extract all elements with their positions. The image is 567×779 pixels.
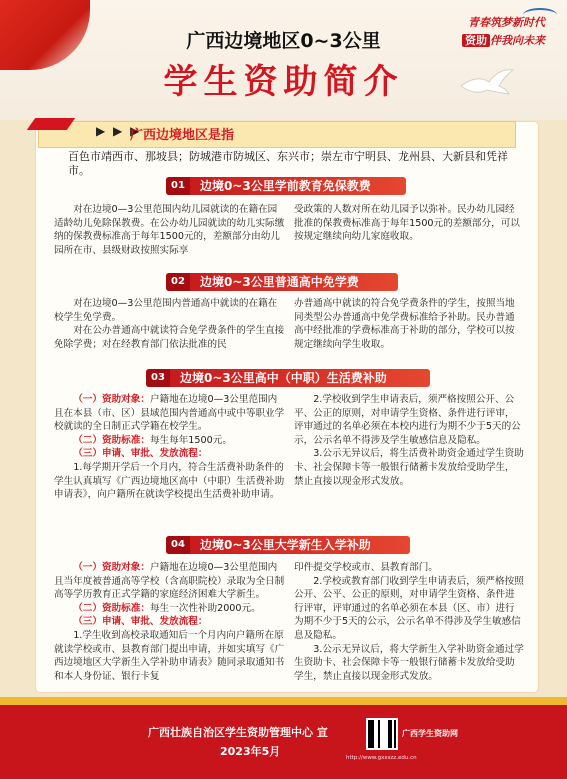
section-number: 01 <box>166 177 190 195</box>
qr-label: 广西学生资助网 <box>402 729 458 738</box>
section-header-02 <box>166 273 398 291</box>
qr-code-icon[interactable] <box>366 718 398 750</box>
section-number: 02 <box>166 273 190 291</box>
section-header-01 <box>166 177 406 195</box>
section-04-right <box>294 561 524 683</box>
section-02-left-p2: 对在公办普通高中就读符合免学费条件的学生直接免除学费；对在经教育部门依法批准的民 <box>54 325 285 350</box>
section-header-03 <box>146 369 430 387</box>
section-03-item4: 1.每学期开学后一个月内，符合生活费补助条件的学生认真填写《广西边境地区高中（中职）生活费补助申请表》，向户籍所在就读学校提出生活费补助申请。 <box>54 461 285 501</box>
section-title: 边境0~3公里学前教育免保教费 <box>200 179 371 193</box>
section-03-right-p2: 3.公示无异议后，将生活费补助资金通过学生资助卡、社会保障卡等一般银行储蓄卡发放给受助学生，禁止直接以现金形式发放。 <box>294 448 524 487</box>
section-number: 03 <box>146 369 170 387</box>
intro-arrows-icon: ▶ ▶ ▶ <box>96 124 142 138</box>
section-01-right-text: 受政策的人数对所在幼儿园予以弥补。民办幼儿园经批准的保教费标准高于每年1500元的差额部分，可以按规定继续向幼儿家庭收取。 <box>294 204 520 243</box>
section-02-right-text: 办普通高中就读的符合免学费条件的学生，按照当地同类型公办普通高中免学费标准给予补助。民办普通高中经批准的学费标准高于补助的部分，学校可以按规定继续向学生收取。 <box>294 298 515 350</box>
section-title: 边境0~3公里普通高中免学费 <box>200 275 359 289</box>
slogan-line1: 青春筑梦新时代 <box>468 16 545 29</box>
section-header-04 <box>166 536 410 554</box>
page-title: 学生资助简介 <box>163 62 404 102</box>
section-title: 边境0~3公里高中（中职）生活费补助 <box>180 371 387 385</box>
section-04-left <box>54 561 286 683</box>
intro-title: 广西边境地区是指 <box>130 128 235 143</box>
section-number: 04 <box>166 536 190 554</box>
section-01-right <box>294 203 524 244</box>
section-04-item1: （一）资助对象：户籍地在边境0—3公里范围内且当年度被普通高等学校（含高职院校）录取为全日制高等学历教育正式学籍的家庭经济困难大学新生。 <box>54 562 285 601</box>
section-01-left <box>54 203 286 257</box>
section-04-right-p2: 3.公示无异议后，将大学新生入学补助资金通过学生资助卡、社会保障卡等一般银行储蓄卡发放给受助学生，禁止直接以现金形式发放。 <box>294 643 524 682</box>
section-03-item2: （二）资助标准：每生每年1500元。 <box>73 434 232 446</box>
footer-url[interactable]: http://www.gxxszz.edu.cn <box>346 755 417 761</box>
slogan-line2-rest: 伴我向未来 <box>490 34 545 47</box>
section-04-item3: （三）申请、审批、发放流程： <box>73 616 208 628</box>
section-02-left-p1: 对在边境0—3公里范围内普通高中就读的在籍在校学生免学费。 <box>54 298 278 323</box>
section-02-left <box>54 297 286 351</box>
section-title: 边境0~3公里大学新生入学补助 <box>200 538 371 552</box>
section-04-item2: （二）资助标准：每生一次性补助2000元。 <box>73 602 261 614</box>
slogan-tag: 资助 <box>462 34 490 47</box>
page-subtitle: 广西边境地区0~3公里 <box>186 30 381 52</box>
section-03-item3: （三）申请、审批、发放流程： <box>73 448 208 460</box>
section-03-item1: （一）资助对象：户籍地在边境0—3公里范围内且在本县（市、区）县域范围内普通高中或中等职业学校就读的全日制正式学籍在校学生。 <box>54 394 285 433</box>
intro-counties: 百色市靖西市、那坡县；防城港市防城区、东兴市；崇左市宁明县、龙州县、大新县和凭祥市。 <box>68 150 508 177</box>
section-03-right <box>294 393 524 488</box>
section-01-left-text: 对在边境0—3公里范围内幼儿园就读的在籍在园适龄幼儿免除保教费。在公办幼儿园就读的幼儿实际缴纳的保教费标准高于每年1500元的，差额部分由幼儿园所在市、县级财政按照实际享 <box>54 204 285 256</box>
section-03-right-p1: 2.学校收到学生申请表后，须严格按照公开、公平、公正的原则，对申请学生资格、条件进行评审，评审通过的名单必须在本校内进行为期不少于5天的公示，公示名单不得涉及学生敏感信息及隐私。 <box>294 394 521 446</box>
section-03-left <box>54 393 286 502</box>
section-04-right-p0: 印件提交学校或市、县教育部门。 <box>294 562 438 573</box>
section-04-item4: 1.学生收到高校录取通知后一个月内向户籍所在原就读学校或市、县教育部门提出申请，并如实填写《广西边境地区大学新生入学补助申请表》随同录取通知书和本人身份证、银行卡复 <box>54 629 285 682</box>
section-02-right <box>294 297 524 351</box>
section-04-right-p1: 2.学校或教育部门收到学生申请表后，须严格按照公开、公平、公正的原则，对申请学生资格、条件进行评审，评审通过的名单必须在本县（区、市）进行为期不少于5天的公示，公示名单不得涉及学生敏感信息及隐私。 <box>294 575 524 641</box>
footer-date: 2023年5月 <box>220 745 281 758</box>
footer-org: 广西壮族自治区学生资助管理中心 宣 <box>148 726 328 739</box>
